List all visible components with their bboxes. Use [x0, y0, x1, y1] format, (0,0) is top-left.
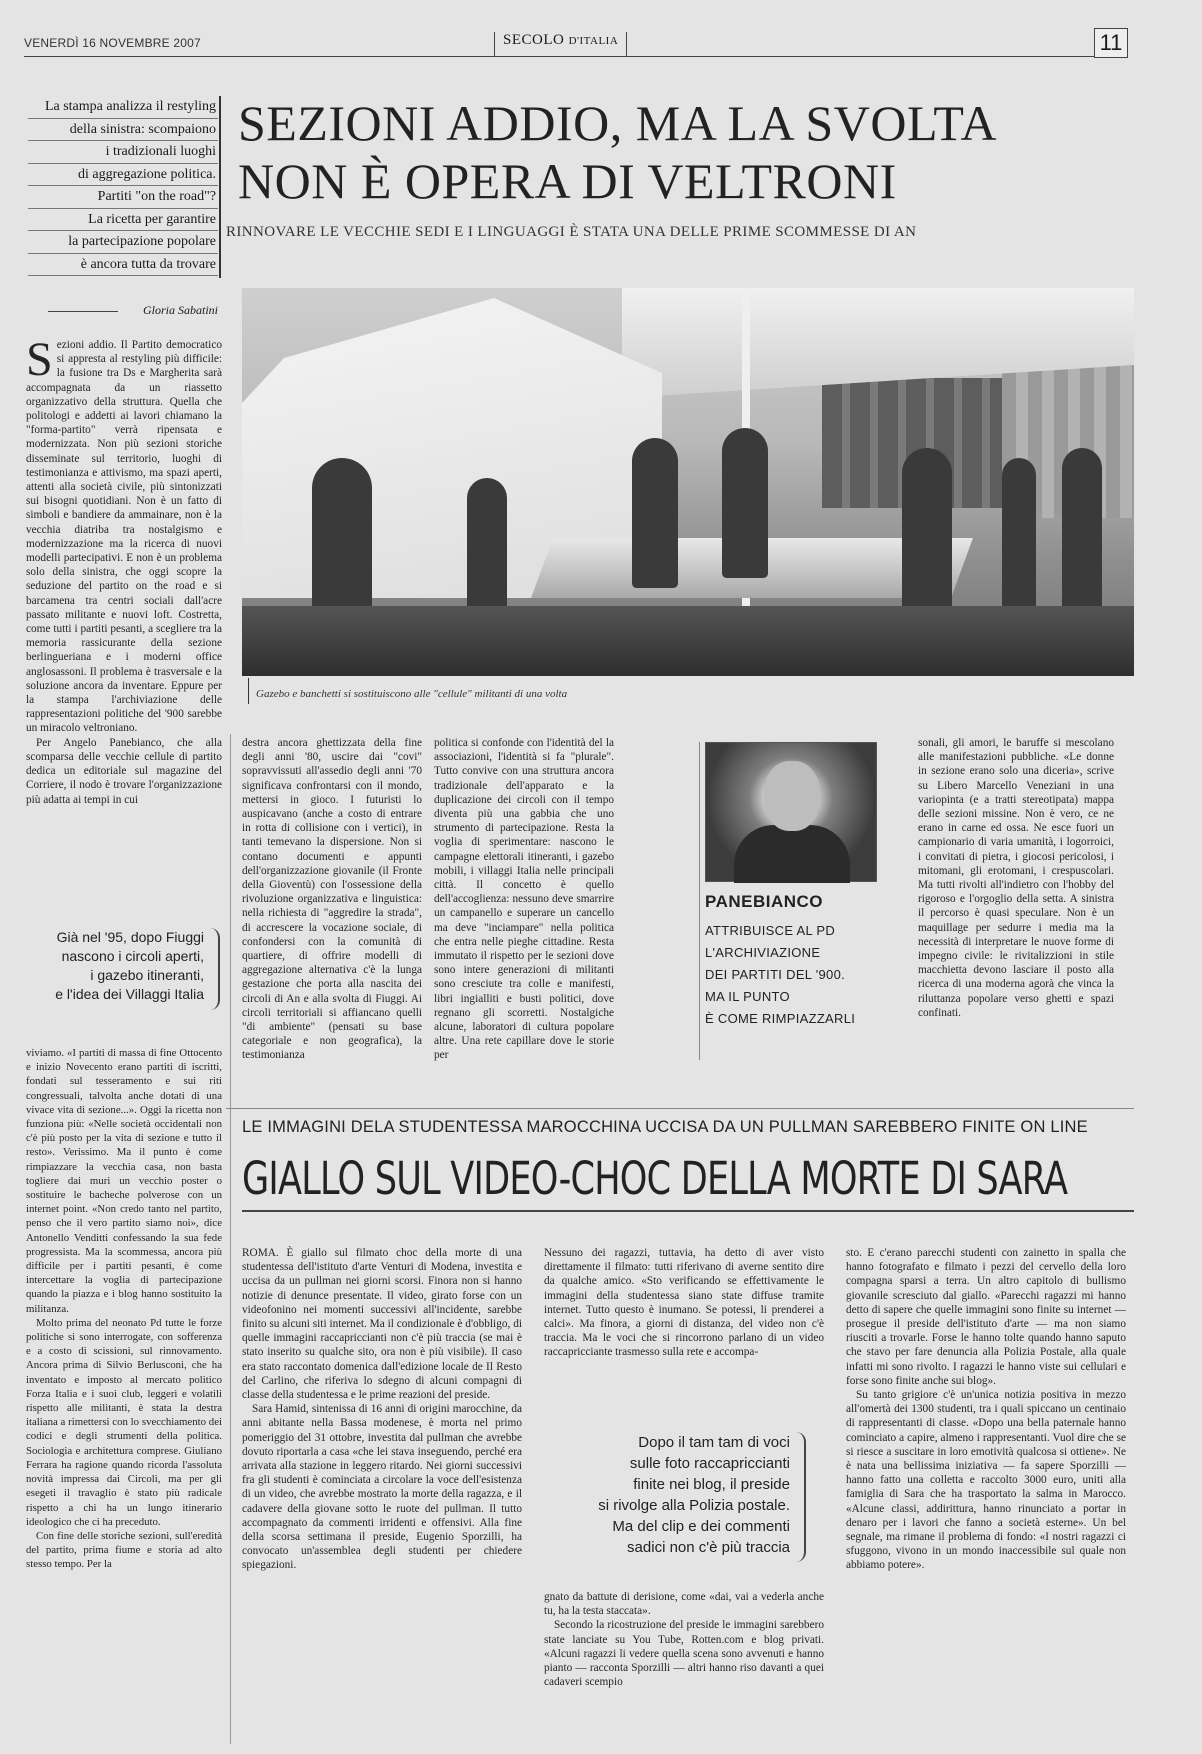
pullquote-line: sadici non c'è più traccia [627, 1539, 790, 1556]
teaser-line: Partiti "on the road"? [28, 186, 218, 209]
pullquote-brace [796, 1432, 806, 1562]
article2-column-1 [242, 1246, 522, 1746]
article2-column-2 [544, 1246, 824, 1386]
article1-paragraph: politica si confonde con l'identità del la associazioni, l'identità si fa "plurale". Tutto convive con una struttura ancora tradizionale dell'apparato e la duplicazione dei circoli con il tempo diventa più una gabbia che uno strumento di partecipazione. Resta la voglia di sperimentare: nascono le campagne elettorali itineranti, i gazebo mobili, i villaggi Italia nelle principali città. Il concetto è quello dell'accoglienza: nessuno deve smarrire un campanello e superare un cancello ma deve "inciampare" nella politica che entra nelle pieghe cittadine. Resta immutato il rispetto per le sezioni dove sono intere generazioni di militanti sono cresciute tra colle e manifesti, libri ingialliti e busti politici, dove regnano gli scorretti. Nostalgiche alcune, laboratori di cultura popolare altre. Una rete capillare dove le storie per [434, 737, 614, 1062]
teaser-line: è ancora tutta da trovare [28, 254, 218, 277]
photo-person [632, 438, 678, 588]
article2-paragraph: Sara Hamid, sintenissa di 16 anni di origini marocchine, da anni abitante nella Bassa modenese, è morta nel primo pomeriggio del 31 ottobre, investita dal pullman che avrebbe dovuto riportarla a casa «che lei stava inseguendo, perché era arrivata alla stazione in leggero ritardo. Nei giorni successivi fra gli studenti è cominciata a circolare la voce dell'esistenza di un video, che avrebbe mostrato la morte della ragazza, e il cadavere della giovane sotto le ruote del pullman. Il tutto accompagnato da commenti irridenti e offensivi. Alla fine della scorsa settimana il preside, Eugenio Sporzilli, ha convocato un'assemblea degli studenti per chiedere spiegazioni. [242, 1403, 522, 1572]
photo-person [467, 478, 507, 618]
article1-paragraph: Con fine delle storiche sezioni, sull'eredità del partito, prima fiume e storia ad alto stesso tempo. Per la [26, 1529, 222, 1571]
article2-headline: GIALLO SUL VIDEO-CHOC DELLA MORTE DI SARA [242, 1152, 1068, 1205]
headline-line-1: SEZIONI ADDIO, MA LA SVOLTA [238, 95, 998, 151]
page-number: 11 [1094, 28, 1128, 58]
article2-column-2-continued [544, 1590, 824, 1746]
portrait-body [734, 825, 850, 883]
article2-paragraph: Secondo la ricostruzione del preside le immagini sarebbero state lanciate su You Tube, Rotten.com e blog privati. «Alcuni ragazzi li vedere quella scena sono avvenuti e hanno pianto — racconta Sporzilli — altri hanno riso davanti a quei cadaveri scempio [544, 1619, 824, 1689]
masthead-rule [24, 56, 1128, 57]
teaser-line: i tradizionali luoghi [28, 141, 218, 164]
article1-paragraph: destra ancora ghettizzata della fine degli anni '80, uscire dai "covi" sopravvissuti all'assedio degli anni '70 significava confrontarsi con il mondo, mettersi in gioco. I futuristi lo auspicavano (anche a costo di entrare in rotta di collisione con i vertici), in tanti temevano la dispersione. Non si contano documenti e appunti dell'organizzazione giovanile (il Fronte della Gioventù) con l'ossessione della rivoluzione organizzativa e linguistica: nella richiesta di "aggredire la strada", di accrescere la vocazione sociale, di confondersi con la comunità di quartiere, di offrire modelli di aggregazione alternativa c'è la lunga gestazione che porta alla nascita dei circoli di An e alla svolta di Fiuggi. Ai circoli territoriali si affiancano quelli "di ambiente" (pensati su base categoriale e non geografica), la testimonianza [242, 737, 422, 1062]
pullquote-line: nascono i circoli aperti, [61, 948, 204, 964]
panebianco-quote [705, 920, 877, 1030]
teaser-line: di aggregazione politica. [28, 164, 218, 187]
newspaper-name-main: SECOLO [503, 32, 565, 48]
pullquote-line: Ma del clip e dei commenti [612, 1518, 790, 1535]
article2-paragraph: Nessuno dei ragazzi, tuttavia, ha detto di aver visto direttamente il filmato: tutti riferivano di averne sentito dire da qualche amico. «Sto verificando se effettivamente le immagini della studentessa siano state diffuse tramite internet. Tutto questo è inumano. Se potessi, li prenderei a calci». Ma finora, a giorni di distanza, del video non c'è traccia. Ma le voci che si rincorrono parlano di un video raccapricciante trasmesso sulla rete e accompa- [544, 1247, 824, 1359]
article2-paragraph: Su tanto grigiore c'è un'unica notizia positiva in mezzo all'omertà dei 1300 studenti, tra i quali spiccano un centinaio di rappresentanti di classe. «Dopo una bella paternale hanno cominciato a capire, almeno i rappresentanti. Vuol dire che se si riesce a suscitare in loro emotività qualcosa si ottiene». Ne è nata una bellissima iniziativa — fa sapere Sporzilli — hanno fatto una colletta e raccolto 3000 euro, uniti alla famiglia di Sara che ha trasportato la salma in Marocco. «Alcune classi, addirittura, hanno rinunciato a portar in denaro per i lavori che fanno a società esterne». Un bel segnale, ma rimane il problema di fondo: «I nostri ragazzi ci sfuggono, vivono in un mondo inaccessibile sul quale non abbiamo potere». [846, 1389, 1126, 1572]
pullquote-polizia [566, 1432, 790, 1562]
newspaper-name [494, 32, 627, 56]
pullquote-line: sulle foto raccapriccianti [629, 1455, 790, 1472]
pullquote-line: i gazebo itineranti, [90, 967, 204, 983]
issue-date: VENERDÌ 16 NOVEMBRE 2007 [24, 36, 201, 50]
article2-lead: ROMA. È giallo sul filmato choc della morte di una studentessa dell'istituto d'arte Venturi di Modena, investita e uccisa da un pullman nei giorni scorsi. Finora non si hanno notizie di denunce presentate. Il video, girato forse con un videofonino nei momenti successivi all'incidente, sarebbe finito su alcuni siti internet. Ma il condizionale è d'obbligo, di quelle immagini raccapriccianti non c'è più traccia (se mai è stato inserito su qualche sito, ora non è più visibile). Il caso era stato raccontato domenica dall'edizione locale de Il Resto del Carlino, che riferiva lo sdegno di alcuni compagni di classe della studentessa e le prime reazioni del preside. [242, 1247, 522, 1402]
article1-column-4 [918, 736, 1114, 1084]
quote-line: ATTRIBUISCE AL PD [705, 923, 836, 938]
article2-paragraph: gnato da battute di derisione, come «dai, vai a vederla anche tu, ha la testa staccata». [544, 1591, 824, 1618]
photo-person [1062, 448, 1102, 618]
panebianco-name: PANEBIANCO [705, 892, 824, 911]
pullquote-line: si rivolge alla Polizia postale. [598, 1497, 790, 1514]
article2-column-3 [846, 1246, 1126, 1746]
quote-line: DEI PARTITI DEL '900. [705, 967, 846, 982]
photo-person [722, 428, 768, 578]
article1-paragraph: viviamo. «I partiti di massa di fine Ottocento e inizio Novecento erano partiti di iscritti, fondati sul tesseramento e sui riti congressuali, talvolta anche dotati di una vivace vita di sezione...». Oggi la ricetta non funziona più: «Nelle società occidentali non c'è più posto per la vita di sezione e tutto il resto». Verissimo. Ma il punto è come rimpiazzare la vecchia casa, non basta togliere dai muri un vecchio poster o sostituire le bacheche polverose con un internet point. «Non credo tanto nel partito, penso che il vero partito siamo noi», dice Antonello Venditti confessando la sua fede progressista. Ma la scommessa, ancora più difficile per i partiti pesanti, è come intercettare la voglia di partecipazione quando la piazza e i blog hanno sostituito la militanza. [26, 1047, 222, 1315]
teaser-box [28, 96, 218, 278]
panebianco-portrait [705, 742, 877, 882]
article1-column-1 [26, 338, 222, 938]
article2-paragraph: sto. E c'erano parecchi studenti con zainetto in spalla che hanno fotografato e filmato i pezzi del cervello della loro compagna sparsi a terra. Un altro capitolo di bullismo giovanile scresciuto dal giallo. «Parecchi ragazzi mi hanno detto di sapere che quelle immagini sono finite su internet — prosegue il preside dell'istituto d'arte — ma non siamo riusciti a trovarle. Forse le hanno tolte quando hanno saputo che stavo per fare denuncia alla Polizia Postale, alla quale infatti mi sono rivolto. I ragazzi le hanno viste sui cellulari e forse sono finite anche sui blog». [846, 1247, 1126, 1387]
teaser-line: La stampa analizza il restyling [28, 96, 218, 119]
masthead [24, 28, 1128, 62]
headline-line-2: NON È OPERA DI VELTRONI [238, 153, 897, 209]
sidebar-rule [699, 742, 700, 1060]
quote-line: MA IL PUNTO [705, 989, 790, 1004]
article2-kicker: LE IMMAGINI DELA STUDENTESSA MAROCCHINA UCCISA DA UN PULLMAN SAREBBERO FINITE ON LINE [242, 1118, 1088, 1136]
pullquote-fiuggi [26, 928, 204, 1010]
article1-column-1-continued [26, 1046, 222, 1746]
photo-person [1002, 458, 1036, 608]
teaser-rule [219, 96, 221, 278]
pullquote-brace [210, 928, 220, 1010]
article1-lead: ezioni addio. Il Partito democratico si appresta al restyling più difficile: la fusione tra Ds e Margherita sarà accompagnata da un riassetto organizzativo della struttura. Quella che politologi e addetti ai lavori chiamano la "forma-partito" verrà ripensata e modernizzata. Non più sezioni storiche disseminate sul territorio, luoghi di testimonianza e attivismo, ma spazi aperti, attenti alla società civile, più sintonizzati sui bisogni quotidiani. Non è un fatto di simboli e bandiere da ammainare, non è la vecchia diatriba tra nostalgismo e modernizzazione ma la ricerca di nuovi modelli partecipativi. E non è un problema solo della sinistra, che oggi scopre la seduzione del partito on the road e si barcamena tra centri sociali dall'acre passato militante e nuovi loft. Costretta, come tutti i partiti pesanti, a scegliere tra la memoria rassicurante della sezione berlingueriana e i moderni office anglosassoni. Il problema è trasversale e la soluzione ancora da inventare. Eppure per la stampa l'archiviazione delle rappresentazioni politiche del '900 sarebbe un miracolo veltroniano. [26, 339, 222, 735]
photo-caption: Gazebo e banchetti si sostituiscono alle "cellule" militanti di una volta [256, 688, 956, 700]
article1-column-3 [434, 736, 614, 1084]
teaser-line: La ricetta per garantire [28, 209, 218, 232]
portrait-face [764, 761, 820, 831]
pullquote-line: Già nel '95, dopo Fiuggi [56, 929, 204, 945]
article1-paragraph: sonali, gli amori, le baruffe si mescolano alle manifestazioni pubbliche. «Le donne in sezione erano solo una diceria», scrive su Libero Marcello Veneziani in una variopinta (e a tratti stereotipata) mappa delle sezioni missine. Non è vero, ce ne erano in carne ed ossa. Ne esce fuori un campionario di varia umanità, i logorroici, i convitati di pietra, i giocosi pericolosi, i mitomani, gli erotomani, i crespuscolari. Ma tutti rivolti all'indietro con l'hobby del rigoroso e l'orgoglio della setta. A sinistra il percorso è quasi speculare. Non è un maquillage per sedurre i media ma la necessità di interpretare le nuove forme di impegno civile: le rivitalizzioni in stile macchietta devono lasciare il posto alla ricerca di una moderna agorà che vinca la riluttanza popolare verso ghetti e spazi confinati. [918, 737, 1114, 1019]
gazebo-photo [242, 288, 1134, 676]
pullquote-line: e l'idea dei Villaggi Italia [55, 986, 204, 1002]
photo-ground [242, 606, 1134, 676]
subheadline: RINNOVARE LE VECCHIE SEDI E I LINGUAGGI È STATA UNA DELLE PRIME SCOMMESSE DI AN [226, 224, 917, 240]
headline-rule [242, 1210, 1134, 1212]
quote-line: L'ARCHIVIAZIONE [705, 945, 821, 960]
photo-person [312, 458, 372, 618]
pullquote-line: finite nei blog, il preside [633, 1476, 790, 1493]
article1-paragraph: Per Angelo Panebianco, che alla scomparsa delle vecchie cellule di partito dedica un editoriale sul magazine del Corriere, il nodo è trovare l'organizzazione più adatta ai tempi in cui [26, 736, 222, 806]
photo-person [902, 448, 952, 618]
pullquote-line: Dopo il tam tam di voci [638, 1434, 790, 1451]
byline: Gloria Sabatini [28, 303, 218, 318]
teaser-line: la partecipazione popolare [28, 231, 218, 254]
quote-line: È COME RIMPIAZZARLI [705, 1011, 856, 1026]
dropcap: S [26, 338, 53, 386]
panebianco-quote-box [705, 892, 877, 1030]
teaser-line: della sinistra: scompaiono [28, 119, 218, 142]
article-separator [226, 1108, 1134, 1109]
article1-column-2 [242, 736, 422, 1084]
article1-paragraph: Molto prima del neonato Pd tutte le forze politiche si sono interrogate, con sofferenza e a costo di scissioni, sul rinnovamento. Ancora prima di Silvio Berlusconi, che ha inventato e imposto al mercato politico Forza Italia e i suoi club, leggeri e volatili rispetto alle militanti, è stata la destra italiana a rimettersi con lo svecchiamento dei codici e degli strumenti della politica. Sociologia e architettura comprese. Giuliano Ferrara ha ragione quando ricorda l'assoluta novità impressa dai Circoli, ma per gli esegeti il travaglio è stato più radicale rispetto a chi ha un lungo itinerario ideologico che ci ha preceduto. [26, 1316, 222, 1528]
main-headline [238, 94, 1118, 210]
column-rule [230, 734, 231, 1744]
newspaper-name-small: D'ITALIA [568, 35, 619, 47]
